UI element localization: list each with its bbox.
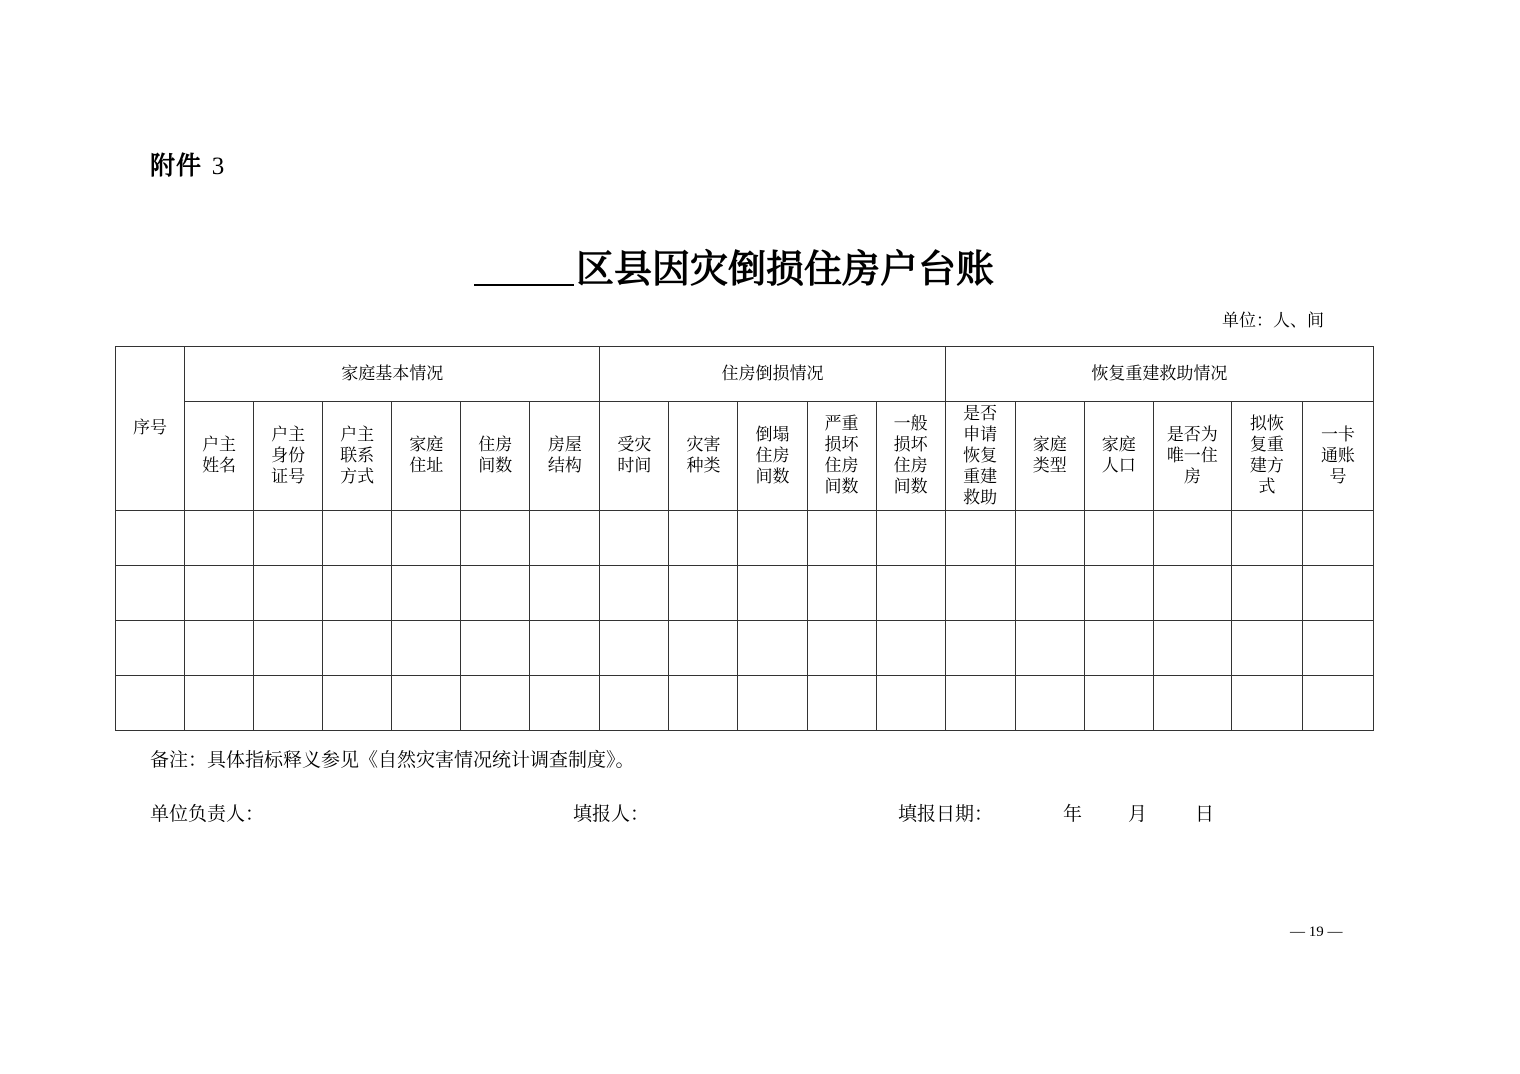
table-cell[interactable] (185, 566, 254, 621)
table-cell[interactable] (738, 621, 807, 676)
table-cell[interactable] (323, 566, 392, 621)
table-cell[interactable] (600, 511, 669, 566)
table-cell[interactable] (600, 621, 669, 676)
table-cell[interactable] (530, 621, 600, 676)
date-year: 年 (1063, 803, 1083, 825)
table-cell[interactable] (1153, 676, 1231, 731)
table-cell[interactable] (945, 566, 1015, 621)
header-row-columns (116, 402, 1374, 511)
table-row (116, 566, 1374, 621)
table-cell[interactable] (392, 621, 461, 676)
attachment-number: 3 (211, 153, 226, 180)
header-col: 灾害种类 (669, 402, 738, 511)
table-cell[interactable] (530, 511, 600, 566)
attachment-label (150, 146, 225, 182)
table-cell[interactable] (1302, 676, 1373, 731)
table-cell[interactable] (876, 511, 945, 566)
table-cell[interactable] (461, 511, 530, 566)
table-cell[interactable] (807, 676, 876, 731)
table-cell[interactable] (807, 511, 876, 566)
table-cell[interactable] (1084, 511, 1153, 566)
table-cell[interactable] (254, 621, 323, 676)
table-cell[interactable] (945, 511, 1015, 566)
header-col: 拟恢复重建方式 (1231, 402, 1302, 511)
table-cell[interactable] (738, 566, 807, 621)
table-cell[interactable] (530, 676, 600, 731)
table-cell[interactable] (669, 676, 738, 731)
attachment-text: 附件 (150, 151, 203, 180)
table-cell[interactable] (323, 621, 392, 676)
signature-unit-head: 单位负责人： (150, 803, 265, 825)
table-cell[interactable] (807, 566, 876, 621)
header-col: 户主姓名 (185, 402, 254, 511)
table-row (116, 621, 1374, 676)
table-cell[interactable] (392, 511, 461, 566)
header-col: 家庭人口 (1084, 402, 1153, 511)
date-day: 日 (1195, 803, 1215, 825)
table-cell[interactable] (461, 566, 530, 621)
table-cell[interactable] (323, 676, 392, 731)
table-cell[interactable] (669, 511, 738, 566)
header-row-groups (116, 347, 1374, 402)
table-cell[interactable] (1153, 566, 1231, 621)
table-cell[interactable] (185, 676, 254, 731)
table-cell[interactable] (1231, 566, 1302, 621)
table-row (116, 676, 1374, 731)
table-cell[interactable] (116, 621, 185, 676)
date-month: 月 (1128, 803, 1148, 825)
table-cell[interactable] (876, 621, 945, 676)
header-col: 受灾时间 (600, 402, 669, 511)
table-cell[interactable] (1084, 566, 1153, 621)
table-cell[interactable] (323, 511, 392, 566)
header-group-family: 家庭基本情况 (185, 347, 600, 402)
header-group-damage: 住房倒损情况 (600, 347, 945, 402)
header-col: 是否申请恢复重建救助 (945, 402, 1015, 511)
table-cell[interactable] (1015, 621, 1084, 676)
header-col: 一卡通账号 (1302, 402, 1373, 511)
header-col: 家庭住址 (392, 402, 461, 511)
document-title (474, 238, 994, 293)
table-cell[interactable] (1302, 621, 1373, 676)
header-col: 倒塌住房间数 (738, 402, 807, 511)
signature-filler: 填报人： (573, 803, 650, 825)
table-cell[interactable] (600, 566, 669, 621)
header-group-relief: 恢复重建救助情况 (945, 347, 1373, 402)
table-cell[interactable] (254, 511, 323, 566)
table-cell[interactable] (461, 621, 530, 676)
header-col: 严重损坏住房间数 (807, 402, 876, 511)
table-cell[interactable] (807, 621, 876, 676)
table-cell[interactable] (1231, 511, 1302, 566)
table-cell[interactable] (1084, 621, 1153, 676)
title-text: 区县因灾倒损住房户台账 (576, 246, 995, 291)
table-cell[interactable] (1015, 566, 1084, 621)
header-col: 房屋结构 (530, 402, 600, 511)
table-cell[interactable] (530, 566, 600, 621)
table-cell[interactable] (461, 676, 530, 731)
table-cell[interactable] (185, 511, 254, 566)
table-cell[interactable] (1015, 511, 1084, 566)
table-cell[interactable] (392, 566, 461, 621)
table-cell[interactable] (1302, 511, 1373, 566)
unit-note: 单位：人、间 (1222, 311, 1324, 331)
footnote: 备注：具体指标释义参见《自然灾害情况统计调查制度》。 (150, 749, 635, 771)
table-cell[interactable] (1231, 676, 1302, 731)
table-cell[interactable] (116, 566, 185, 621)
table-cell[interactable] (392, 676, 461, 731)
table-cell[interactable] (669, 566, 738, 621)
table-cell[interactable] (876, 676, 945, 731)
table-cell[interactable] (116, 511, 185, 566)
table-cell[interactable] (1153, 621, 1231, 676)
header-serial: 序号 (116, 347, 185, 511)
table-cell[interactable] (254, 566, 323, 621)
signature-date-label: 填报日期： (898, 803, 994, 825)
table-cell[interactable] (945, 676, 1015, 731)
header-col: 家庭类型 (1015, 402, 1084, 511)
table-cell[interactable] (738, 676, 807, 731)
table-cell[interactable] (600, 676, 669, 731)
title-blank-line (474, 244, 574, 286)
page-number: — 19 — (1290, 924, 1343, 940)
table-cell[interactable] (1153, 511, 1231, 566)
header-col: 户主身份证号 (254, 402, 323, 511)
header-col: 一般损坏住房间数 (876, 402, 945, 511)
table-cell[interactable] (1231, 621, 1302, 676)
table-cell[interactable] (1302, 566, 1373, 621)
table-cell[interactable] (1015, 676, 1084, 731)
table-row (116, 511, 1374, 566)
table-cell[interactable] (876, 566, 945, 621)
table-cell[interactable] (185, 621, 254, 676)
table-cell[interactable] (116, 676, 185, 731)
header-col: 住房间数 (461, 402, 530, 511)
table-cell[interactable] (945, 621, 1015, 676)
header-col: 是否为唯一住房 (1153, 402, 1231, 511)
table-cell[interactable] (1084, 676, 1153, 731)
table-cell[interactable] (254, 676, 323, 731)
header-col: 户主联系方式 (323, 402, 392, 511)
ledger-table (115, 346, 1374, 731)
table-cell[interactable] (669, 621, 738, 676)
table-cell[interactable] (738, 511, 807, 566)
